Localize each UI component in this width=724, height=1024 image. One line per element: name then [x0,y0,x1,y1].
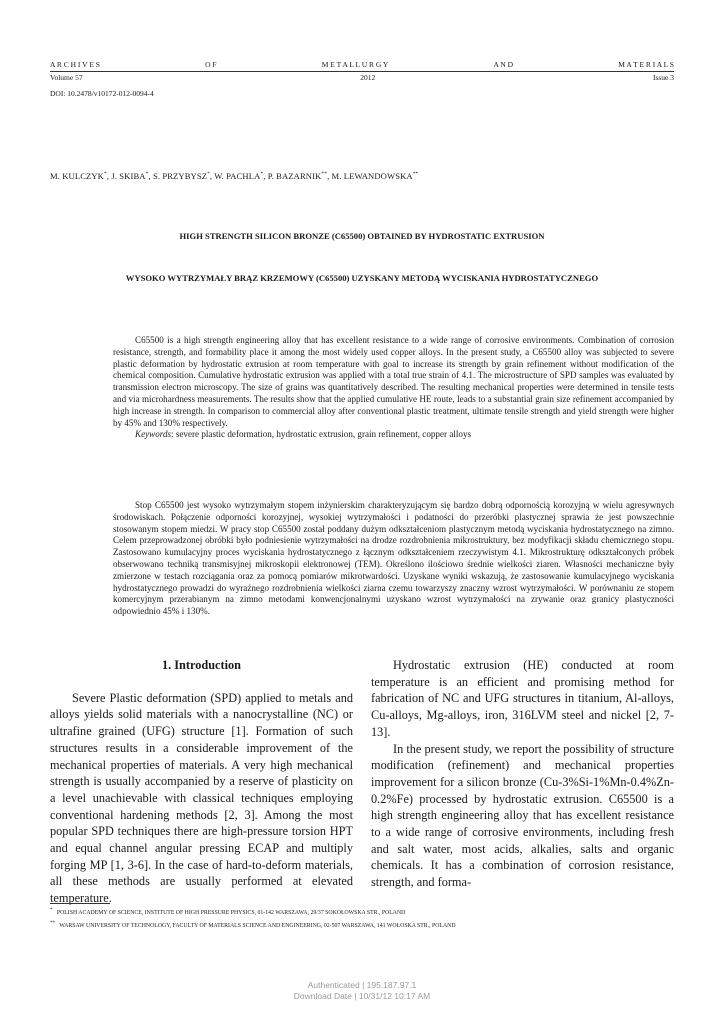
paper-title-english: HIGH STRENGTH SILICON BRONZE (C65500) OBTAINED BY HYDROSTATIC EXTRUSION [179,231,545,241]
affiliation-mark: * [207,171,210,178]
journal-title [50,60,674,69]
journal-word: A N D [493,60,514,69]
doi: DOI: 10.2478/v10172-012-0094-4 [50,89,154,98]
footnote-affiliation-2 [50,921,456,929]
journal-word: M E T A L L U R G Y [321,60,389,69]
keywords [113,429,674,441]
body-paragraph: Severe Plastic deformation (SPD) applied to metals and alloys yields solid materials with a nanocrystalline (NC) or ultrafine grained (UFG) structure [1]. Formation of such structures results in a considerable improvement of the mechanical properties of materials. A very high mechanical strength is usually accompanied by a reserve of plasticity on a level unachievable with classical techniques employing conventional hardening methods [2, 3]. Among the most popular SPD techniques there are high-pressure torsion HPT and equal channel angular pressing ECAP and multiply forging MP [1, 3-6]. In the case of hard-to-deform materials, all these methods are usually performed at elevated temperature. [50,690,353,906]
abstract [113,335,674,441]
footnote-divider [50,903,110,904]
download-date-stamp: Download Date | 10/31/12 10:17 AM [293,991,431,1001]
year: 2012 [360,73,376,82]
body-column-left [50,657,353,907]
affiliation-mark: ** [321,171,328,178]
affiliation-mark: ** [412,171,419,178]
journal-word: M A T E R I A L S [618,60,674,69]
body-column-right [371,657,674,891]
abstract-text: C65500 is a high strength engineering alloy that has excellent resistance to a wide range of corrosive environments. Combination of corrosion resistance, strength, and formability place it among the most widely used copper alloys. In the present study, a C65500 alloy was subjected to severe plastic deformation by hydrostatic extrusion at room temperature with goal to increase its strength by grain refinement without modification of the chemical composition. Cumulative hydrostatic extrusion was applied with a total true strain of 4.1. The microstructure of SPD samples was evaluated by transmission electron microscopy. The size of grains was quantitatively described. The resulting mechanical properties were determined in tensile tests and via microhardness measurements. The results show that the applied cumulative HE route, leads to a substantial grain size refinement accompanied by high increase in strength. In comparison to commercial alloy after conventional plastic treatment, ultimate tensile strength and yield strength were higher by 45% and 130% respectively. [113,335,674,428]
footnote-mark: * [50,908,53,913]
section-heading: 1. Introduction [161,658,242,672]
body-paragraph: In the present study, we report the possibility of structure modification (refinement) and mechanical properties improvement for a silicon bronze (Cu-3%Si-1%Mn-0.4%Zn-0.2%Fe) processed by hydrostatic extrusion. C65500 is a high strength engineering alloy that has excellent resistance to a wide range of corrosive environments, including fresh and salt water, most acids, alkalies, salts and organic chemicals. It has a combination of corrosion resistance, strength, and forma- [371,741,674,890]
affiliation-mark: * [104,171,107,178]
issue: Issue 3 [652,73,674,82]
footnote-text: POLISH ACADEMY OF SCIENCE, INSTITUTE OF HIGH PRESSURE PHYSICS, 01-142 WARSZAWA, 29/37 SOKOŁOWSKA STR., POLAND [56,909,406,916]
body-paragraph: Hydrostatic extrusion (HE) conducted at room temperature is an efficient and promising method for fabrication of NC and UFG structures in titanium, Al-alloys, Cu-alloys, Mg-alloys, iron, 316LVM steel and nickel [2, 7-13]. [371,658,674,739]
footnote-text: WARSAW UNIVERSITY OF TECHNOLOGY, FACULTY OF MATERIALS SCIENCE AND ENGINEERING, 02-507 WARSZAWA, 141 WOŁOSKA STR., POLAND [59,922,456,929]
affiliation-mark: * [145,171,149,178]
footnote-affiliation-1 [50,908,405,916]
author-list: M. KULCZYK*, J. SKIBA*, S. PRZYBYSZ*, W. PACHLA*, P. BAZARNIK**, M. LEWANDOWSKA** [50,171,419,181]
polish-summary [113,500,674,618]
footnote-mark: ** [50,921,55,926]
journal-word: O F [205,60,217,69]
affiliation-mark: * [260,171,264,178]
paper-title-polish: WYSOKO WYTRZYMAŁY BRĄZ KRZEMOWY (C65500) UZYSKANY METODĄ WYCISKANIA HYDROSTATYCZNEGO [125,273,599,283]
volume: Volume 57 [50,73,83,82]
polish-summary-text: Stop C65500 jest wysoko wytrzymałym stopem inżynierskim charakteryzującym się bardzo dobrą odpornością korozyjną w wielu agresywnych środowiskach. Połączenie odporności korozyjnej, wysokiej wytrzymałości i podatności do przeróbki plastycznej sprawia że jest powszechnie stosowanym stopem miedzi. W pracy stop C65500 został poddany dużym odkształceniom plastycznym metodą wyciskania hydrostatycznego na zimno. Celem przeprowadzonej obróbki było podniesienie wytrzymałości na drodze rozdrobnienia mikrostruktury, bez modyfikacji składu chemicznego stopu. Zastosowano kumulacyjny proces wyciskania hydrostatycznego z łącznym odkształceniem rzeczywistym 4.1. Mikrostrukturę odkształconych próbek obserwowano techniką transmisyjnej mikroskopii elektronowej (TEM). Określono ilościowo średnie wielkości ziaren. Własności mechaniczne były zmierzone w testach rozciągania oraz za pomocą pomiarów mikrotwardości. Uzyskane wyniki wskazują, że zastosowanie kumulacyjnego wyciskania hydrostatycznego prowadzi do wyraźnego rozdrobnienia wielkości ziarna czemu towarzyszy znaczny wzrost wytrzymałości. W porównaniu ze stopem komercyjnym przerabianym na zimno metodami konwencjonalnymi uzyskano wzrost wytrzymałości na zrywanie oraz granicy plastyczności odpowiednio 45% i 130%. [113,500,674,617]
header-divider [50,71,674,72]
keywords-list: : severe plastic deformation, hydrostatic extrusion, grain refinement, copper alloys [171,429,472,440]
keywords-label: Keywords [135,429,172,440]
issue-info [50,73,674,82]
journal-word: A R C H I V E S [50,60,100,69]
authentication-stamp: Authenticated | 195.187.97.1 [307,980,417,990]
